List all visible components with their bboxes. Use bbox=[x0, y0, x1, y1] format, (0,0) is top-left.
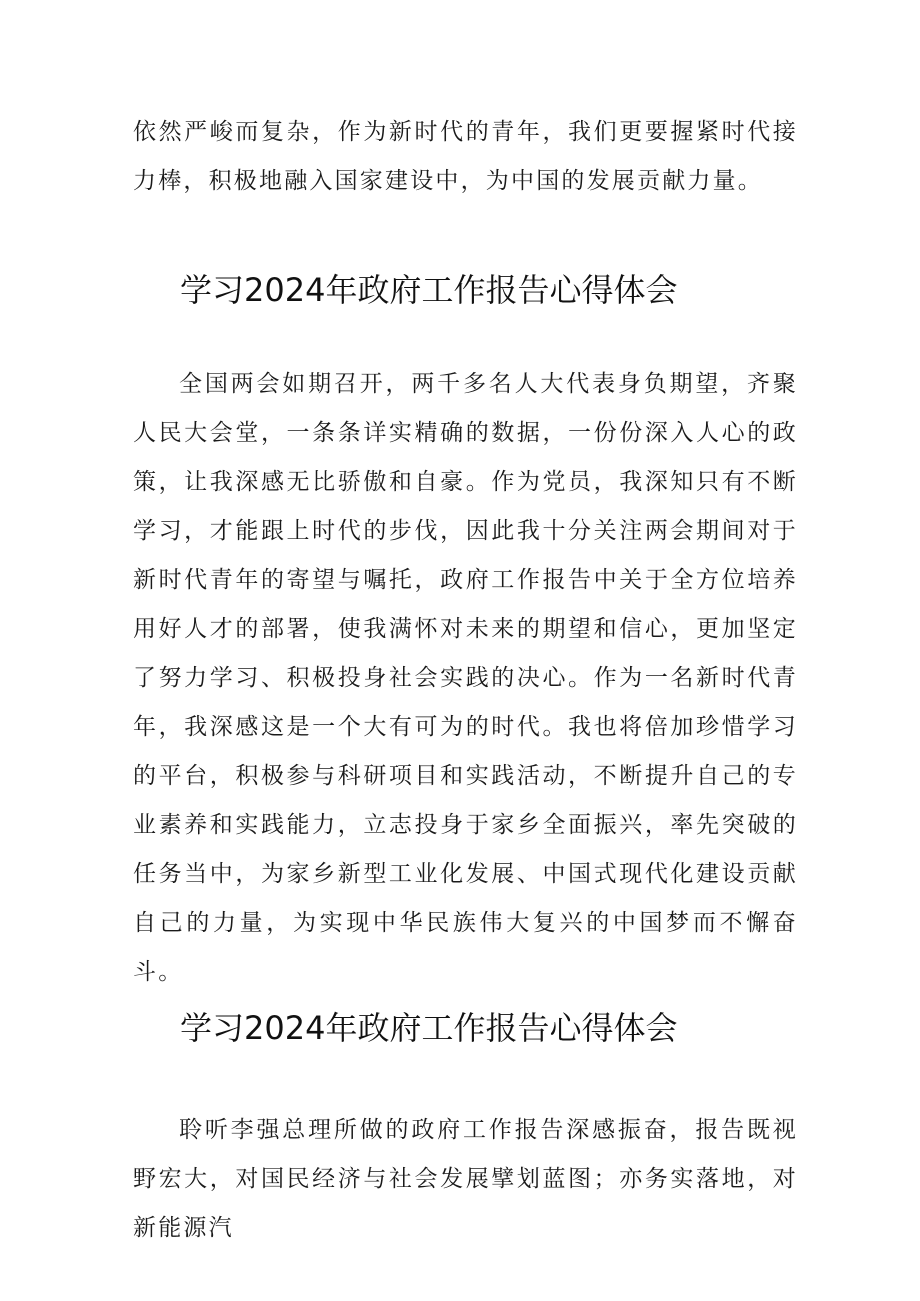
section-one-paragraph-block bbox=[133, 360, 798, 997]
body-paragraph: 全国两会如期召开，两千多名人大代表身负期望，齐聚人民大会堂，一条条详实精确的数据，一份份深入人心的政策，让我深感无比骄傲和自豪。作为党员，我深知只有不断学习，才能跟上时代的步伐，因此我十分关注两会期间对于新时代青年的寄望与嘱托，政府工作报告中关于全方位培养用好人才的部署，使我满怀对未来的期望和信心，更加坚定了努力学习、积极投身社会实践的决心。作为一名新时代青年，我深感这是一个大有可为的时代。我也将倍加珍惜学习的平台，积极参与科研项目和实践活动，不断提升自己的专业素养和实践能力，立志投身于家乡全面振兴，率先突破的任务当中，为家乡新型工业化发展、中国式现代化建设贡献自己的力量，为实现中华民族伟大复兴的中国梦而不懈奋斗。 bbox=[133, 371, 798, 985]
section-two-paragraph-block bbox=[133, 1106, 798, 1253]
section-title: 学习2024年政府工作报告心得体会 bbox=[180, 271, 678, 309]
body-paragraph: 聆听李强总理所做的政府工作报告深感振奋，报告既视野宏大，对国民经济与社会发展擘划蓝图；亦务实落地，对新能源汽 bbox=[133, 1117, 798, 1241]
section-title: 学习2024年政府工作报告心得体会 bbox=[180, 1009, 678, 1047]
top-paragraph-block bbox=[133, 108, 798, 206]
body-paragraph: 依然严峻而复杂，作为新时代的青年，我们更要握紧时代接力棒，积极地融入国家建设中，为中国的发展贡献力量。 bbox=[133, 119, 798, 194]
